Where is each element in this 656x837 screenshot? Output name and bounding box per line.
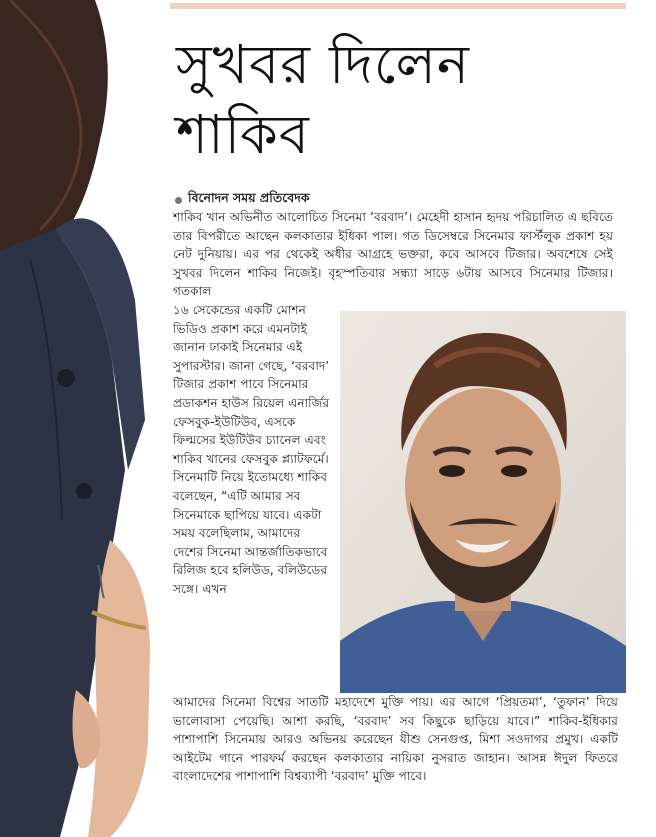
article-paragraph-bottom: আমাদের সিনেমা বিশ্বের সাতটি মহাদেশে মুক্তি পায়। এর আগে ‘প্রিয়তমা’, ‘তুফান’ দিয়ে ভালোবাসা পেয়েছি। আশা করছি, ‘বরবাদ’ সব কিছুকে ছাড়িয়ে যাবে।” শাকিব-ইধিকার পাশাপাশি সিনেমায় আরও অভিনয় করেছেন যীশু সেনগুপ্ত, মিশা সওদাগর প্রমুখ। একটি আইটেম গানে পারফর্ম করছেন কলকাতার নায়িকা নুসরাত জাহান। আসন্ন ঈদুল ফিতরে বাংলাদেশের পাশাপাশি বিশ্বব্যাপী ‘বরবাদ’ মুক্তি পাবে। [173,695,618,784]
top-rule [116,3,626,9]
headline-line-2: শাকিব [176,103,310,166]
byline [175,190,310,210]
headline-line-1: সুখবর দিলেন [176,33,471,96]
left-photo-woman [0,0,170,837]
portrait-photo-shakib [340,311,626,693]
headline [176,30,616,170]
bullet-dot-icon [175,197,182,204]
byline-text: বিনোদন সময় প্রতিবেদক [188,190,310,205]
article-paragraph-column: ১৬ সেকেন্ডের একটি মোশন ভিডিও প্রকাশ করে এমনটাই জানান ঢাকাই সিনেমার এই সুপারস্টার। জানা গেছে, ‘বরবাদ’ টিজার প্রকাশ পাবে সিনেমার প্রডাকশন হাউস রিয়েল এনার্জির ফেসবুক-ইউটিউব, এসকে ফিল্মসের ইউটিউব চ্যানেল এবং শাকিব খানের ফেসবুক প্ল্যাটফর্মে। সিনেমাটি নিয়ে ইতোমধ্যে শাকিব বলেছেন, “এটি আমার সব সিনেমাকে ছাপিয়ে যাবে। একটা সময় বলেছিলাম, আমাদের দেশের সিনেমা আন্তর্জাতিকভাবে রিলিজ হবে হলিউড, বলিউডের সঙ্গে। এখন [173,303,330,596]
article-paragraph-top: শাকিব খান অভিনীত আলোচিত সিনেমা ‘বরবাদ’। মেহেদী হাসান হৃদয় পরিচালিত এ ছবিতে তার বিপরীতে আছেন কলকাতার ইধিকা পাল। গত ডিসেম্বরে সিনেমার ফার্স্টলুক প্রকাশ হয় নেট দুনিয়ায়। এর পর থেকেই অধীর আগ্রহে ভক্তরা, কবে আসবে টিজার। অবশেষে সেই সুখবর দিলেন শাকিব নিজেই। বৃহস্পতিবার সন্ধ্যা সাড়ে ৬টায় আসবে সিনেমার টিজার। গতকাল [173,210,613,299]
